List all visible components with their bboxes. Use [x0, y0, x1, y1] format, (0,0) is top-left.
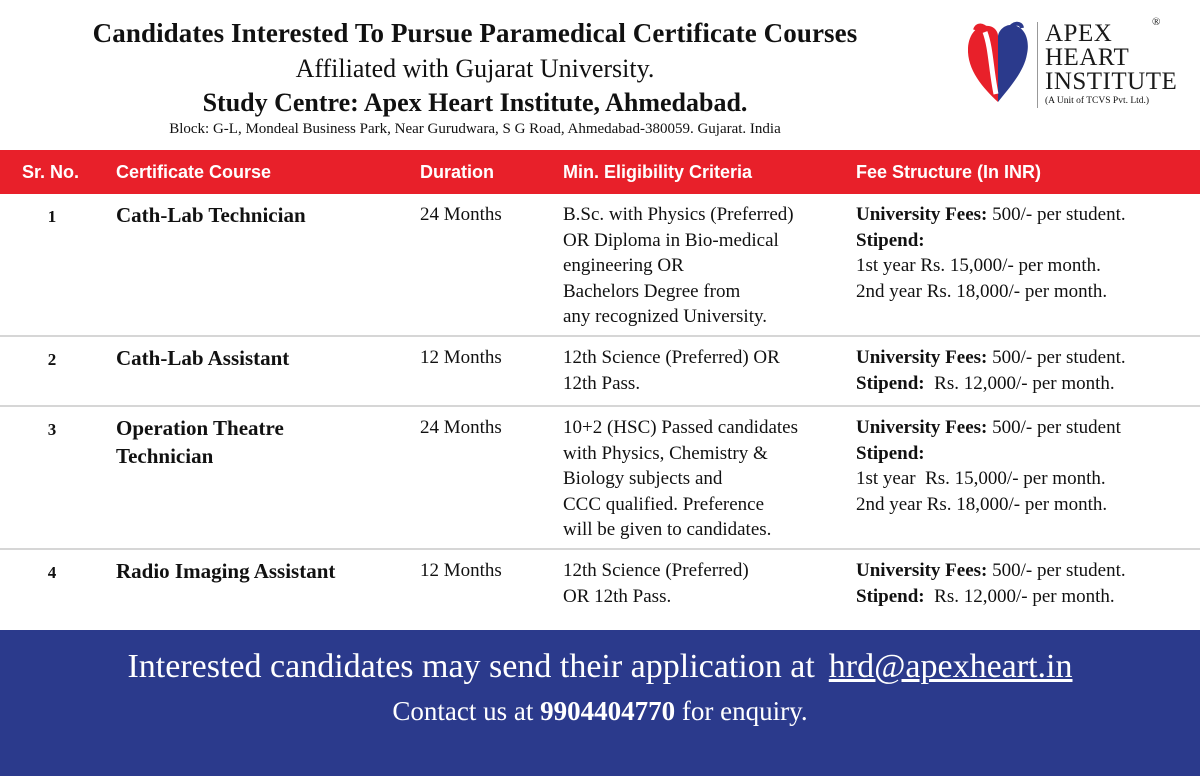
- table-row: [0, 407, 1200, 550]
- header: [0, 0, 1200, 150]
- column-header-sr-no: Sr. No.: [22, 162, 80, 182]
- column-header-duration: Duration: [420, 162, 494, 182]
- row-eligibility: 12th Science (Preferred) OR 12th Pass.: [563, 347, 780, 394]
- column-header-fee: Fee Structure (In INR): [856, 162, 1042, 182]
- row-sr-no: 4: [47, 563, 57, 582]
- apply-line: [0, 648, 1200, 686]
- apex-heart-logo: [965, 16, 1185, 116]
- logo-text-apex: APEX: [1045, 20, 1113, 47]
- logo-text-institute: INSTITUTE: [1045, 68, 1178, 95]
- phone-number[interactable]: 9904404770: [540, 696, 676, 726]
- logo-text-heart: HEART: [1045, 44, 1130, 71]
- table-row: [0, 550, 1200, 628]
- address-text: Block: G-L, Mondeal Business Park, Near Gurudwara, S G Road, Ahmedabad-380059. Gujarat. India: [169, 121, 781, 137]
- row-course: Cath-Lab Technician: [116, 203, 306, 227]
- footer-banner: [0, 630, 1200, 776]
- logo-divider: [1037, 22, 1038, 108]
- row-course: Radio Imaging Assistant: [116, 559, 336, 583]
- row-eligibility: 12th Science (Preferred) OR 12th Pass.: [563, 560, 749, 607]
- affiliation-text: Affiliated with Gujarat University.: [295, 54, 655, 83]
- table-row: [0, 194, 1200, 337]
- page-title: Candidates Interested To Pursue Paramedical Certificate Courses: [92, 18, 858, 48]
- row-course: Cath-Lab Assistant: [116, 346, 290, 370]
- row-sr-no: 2: [47, 350, 57, 369]
- table-row: [0, 337, 1200, 407]
- logo-subtitle: (A Unit of TCVS Pvt. Ltd.): [1045, 96, 1150, 106]
- row-eligibility: 10+2 (HSC) Passed candidates with Physics, Chemistry & Biology subjects and CCC qualified. Preference will be given to candidates.: [563, 417, 798, 540]
- apply-text: Interested candidates may send their application at: [127, 648, 815, 685]
- row-duration: 12 Months: [420, 560, 502, 581]
- study-centre-text: Study Centre: Apex Heart Institute, Ahmedabad.: [202, 88, 748, 117]
- row-eligibility: B.Sc. with Physics (Preferred) OR Diploma in Bio-medical engineering OR Bachelors Degree from any recognized University.: [563, 204, 794, 327]
- row-duration: 24 Months: [420, 204, 502, 225]
- row-fee: University Fees: 500/- per student. Stipend: 1st year Rs. 15,000/- per month. 2nd year Rs. 18,000/- per month.: [856, 204, 1126, 302]
- heart-logo-icon: [965, 18, 1031, 108]
- column-header-eligibility: Min. Eligibility Criteria: [563, 162, 753, 182]
- row-fee: University Fees: 500/- per student. Stipend: Rs. 12,000/- per month.: [856, 560, 1126, 607]
- column-header-course: Certificate Course: [116, 162, 272, 182]
- row-sr-no: 3: [47, 420, 57, 439]
- row-sr-no: 1: [47, 207, 57, 226]
- row-duration: 24 Months: [420, 417, 502, 438]
- contact-line: Contact us at 9904404770 for enquiry.: [392, 696, 808, 726]
- registered-mark: ®: [1152, 16, 1161, 28]
- email-link[interactable]: hrd@apexheart.in: [828, 648, 1073, 685]
- row-fee: University Fees: 500/- per student Stipend: 1st year Rs. 15,000/- per month. 2nd year Rs. 18,000/- per month.: [856, 417, 1121, 515]
- row-fee: University Fees: 500/- per student. Stipend: Rs. 12,000/- per month.: [856, 347, 1126, 394]
- row-course: Operation Theatre Technician: [116, 416, 284, 468]
- row-duration: 12 Months: [420, 347, 502, 368]
- table-header: [0, 150, 1200, 194]
